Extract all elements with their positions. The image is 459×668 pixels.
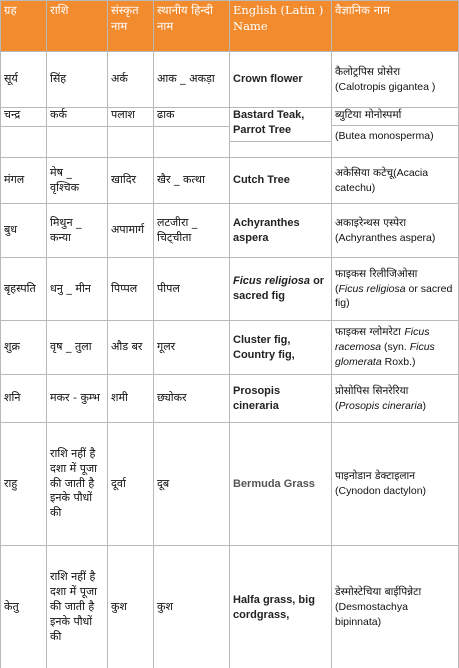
graha-cell: बृहस्पति <box>1 258 47 321</box>
rashi-cell: मेष _ वृश्चिक <box>47 158 108 204</box>
scientific-latin-italic-2: Ficus glomerata <box>335 341 435 368</box>
english-cell: Achyranthes aspera <box>230 204 332 258</box>
english-cell <box>230 258 332 321</box>
header-rashi: राशि <box>47 1 108 52</box>
english-text: Bastard Teak, Parrot Tree <box>230 108 331 142</box>
table-row <box>1 158 459 204</box>
sanskrit-cell: कुश <box>108 546 154 668</box>
table-row <box>1 321 459 375</box>
sanskrit-text: पलाश <box>108 108 153 127</box>
scientific-latin: (Achyranthes aspera) <box>335 231 436 244</box>
scientific-cell <box>332 321 459 375</box>
rashi-text: कर्क <box>47 108 107 127</box>
scientific-latin-italic: Prosopis cineraria <box>338 399 423 412</box>
graha-cell: सूर्य <box>1 52 47 108</box>
scientific-cell <box>332 52 459 108</box>
hindi-cell: कुश <box>154 546 230 668</box>
hindi-cell <box>154 108 230 158</box>
table-row <box>1 204 459 258</box>
rashi-cell: राशि नहीं है दशा में पूजा की जाती है इनके पौधों की <box>47 423 108 546</box>
scientific-latin-rest: or sacred fig) <box>335 282 453 310</box>
scientific-cell <box>332 158 459 204</box>
table-row <box>1 108 459 158</box>
english-cell: Cutch Tree <box>230 158 332 204</box>
graha-cell: मंगल <box>1 158 47 204</box>
scientific-cell <box>332 423 459 546</box>
hindi-text: ढाक <box>154 108 229 127</box>
header-english-name: English (Latin ) Name <box>230 1 332 52</box>
scientific-hindi: प्रोसोपिस सिनरेरिया <box>335 384 409 397</box>
english-rest: or sacred fig <box>233 275 325 302</box>
scientific-latin-italic-1: Ficus racemosa <box>335 326 430 354</box>
scientific-hindi: कैलोट्रपिस प्रोसेरा <box>335 65 401 78</box>
hindi-cell: गूलर <box>154 321 230 375</box>
english-cell: Halfa grass, big cordgrass, <box>230 546 332 668</box>
scientific-latin: (Acacia catechu) <box>335 166 429 194</box>
scientific-hindi: पाइनोडान डेक्टाइलान <box>335 470 416 483</box>
rashi-cell: वृष _ तुला <box>47 321 108 375</box>
hindi-cell: लटजीरा _ चिट्चीता <box>154 204 230 258</box>
hindi-cell: खैर _ कत्था <box>154 158 230 204</box>
sanskrit-cell: औड बर <box>108 321 154 375</box>
table-row <box>1 258 459 321</box>
scientific-latin: (Cynodon dactylon) <box>335 485 427 497</box>
header-sanskrit-name: संस्कृत नाम <box>108 1 154 52</box>
graha-cell <box>1 108 47 158</box>
rashi-cell: मिथुन _ कन्या <box>47 204 108 258</box>
scientific-cell <box>332 258 459 321</box>
header-scientific-name: वैज्ञानिक नाम <box>332 1 459 52</box>
english-cell: Prosopis cineraria <box>230 375 332 423</box>
hindi-cell: आक _ अकड़ा <box>154 52 230 108</box>
english-cell: Crown flower <box>230 52 332 108</box>
rashi-cell: सिंह <box>47 52 108 108</box>
rashi-cell: राशि नहीं है दशा में पूजा की जाती है इनके पौधों की <box>47 546 108 668</box>
sanskrit-cell: दूर्वा <box>108 423 154 546</box>
graha-text: चन्द्र <box>1 108 46 127</box>
graha-cell: राहु <box>1 423 47 546</box>
scientific-cell <box>332 375 459 423</box>
rashi-cell <box>47 108 108 158</box>
scientific-cell <box>332 108 459 158</box>
english-cell <box>230 108 332 158</box>
scientific-hindi: अकाइरेन्थस एस्पेरा <box>335 216 407 229</box>
scientific-hindi: फाइकस रिलीजिओसा <box>335 267 418 280</box>
table-row <box>1 546 459 668</box>
scientific-hindi: फाइकस ग्लोमरेटा <box>335 326 401 339</box>
sanskrit-cell: पिप्पल <box>108 258 154 321</box>
scientific-cell <box>332 204 459 258</box>
scientific-hindi: ब्युटिया मोनोस्पर्मा <box>332 108 458 126</box>
scientific-hindi: डेस्मोस्टेचिया बाईपिन्नेटा <box>335 586 422 599</box>
sanskrit-cell: अपामार्ग <box>108 204 154 258</box>
header-hindi-name: स्थानीय हिन्दी नाम <box>154 1 230 52</box>
graha-cell: केतु <box>1 546 47 668</box>
scientific-latin-open: ( <box>335 399 339 412</box>
graha-cell: बुध <box>1 204 47 258</box>
table-row <box>1 423 459 546</box>
scientific-hindi: अकेसिया कटेचू <box>335 166 394 179</box>
header-row <box>1 1 459 52</box>
scientific-latin: (Desmostachya bipinnata) <box>335 601 408 628</box>
graha-cell: शनि <box>1 375 47 423</box>
sanskrit-cell: शमी <box>108 375 154 423</box>
scientific-cell <box>332 546 459 668</box>
table-row <box>1 375 459 423</box>
scientific-latin-end: Roxb.) <box>381 355 416 368</box>
table-row <box>1 52 459 108</box>
hindi-cell: दूब <box>154 423 230 546</box>
rashi-cell: मकर - कुम्भ <box>47 375 108 423</box>
scientific-latin: (Butea monosperma) <box>335 130 434 143</box>
sanskrit-cell <box>108 108 154 158</box>
scientific-latin: (Calotropis gigantea ) <box>335 80 436 93</box>
sanskrit-cell: अर्क <box>108 52 154 108</box>
header-graha: ग्रह <box>1 1 47 52</box>
hindi-cell: छ्योकर <box>154 375 230 423</box>
scientific-latin-mid: (syn. <box>381 341 410 354</box>
hindi-cell: पीपल <box>154 258 230 321</box>
graha-cell: शुक्र <box>1 321 47 375</box>
scientific-latin-rest: ) <box>422 399 427 412</box>
english-cell: Bermuda Grass <box>230 423 332 546</box>
sanskrit-cell: खादिर <box>108 158 154 204</box>
scientific-latin-open: ( <box>335 282 339 295</box>
english-italic: Ficus religiosa <box>233 275 311 288</box>
scientific-latin-italic: Ficus religiosa <box>338 282 406 295</box>
rashi-cell: धनु _ मीन <box>47 258 108 321</box>
english-cell: Cluster fig, Country fig, <box>230 321 332 375</box>
